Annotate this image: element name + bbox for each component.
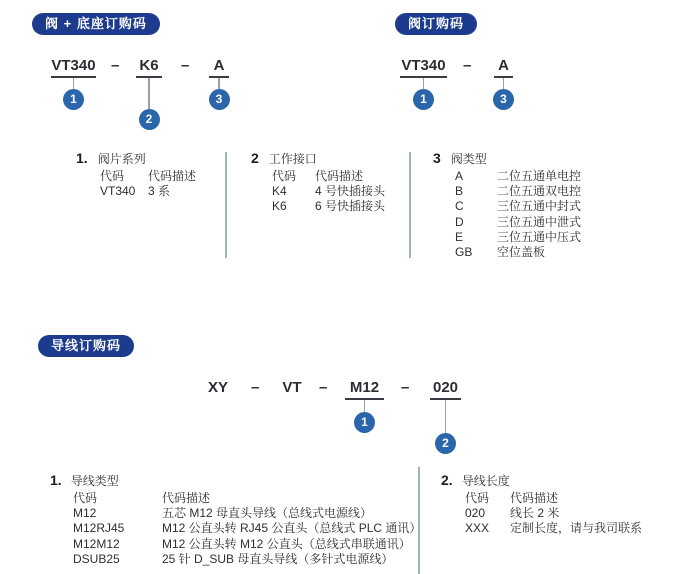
code-separator: –: [319, 379, 328, 396]
code-cell: DSUB25: [73, 551, 120, 566]
code-segment-vt: [281, 379, 303, 396]
desc-cell: M12 公直头转 M12 公直头（总线式串联通讯）: [162, 536, 411, 551]
table-row: [465, 521, 642, 536]
code-cell: E: [455, 229, 464, 244]
code-segment-text: VT: [282, 379, 302, 396]
code-cell: C: [455, 199, 464, 214]
code-cell: M12: [73, 506, 97, 521]
pointer-line: [423, 78, 425, 89]
marker-circle-1: 1: [413, 89, 434, 110]
column-title: 导线类型: [70, 474, 119, 488]
desc-cell: 二位五通单电控: [497, 169, 582, 183]
column-header: [50, 472, 421, 489]
marker-circle-1: 1: [63, 89, 84, 110]
code-segment-series: [400, 57, 447, 110]
valve-base-badge: 阀 + 底座订购码: [32, 13, 160, 35]
desc-cell: 三位五通中封式: [497, 199, 582, 214]
desc-header-cell: 代码描述: [162, 491, 211, 505]
wire-column-length: [441, 472, 642, 537]
code-separator: –: [251, 379, 260, 396]
desc-cell: 三位五通中泄式: [497, 214, 582, 229]
code-cell: 020: [465, 506, 486, 521]
table-row: [455, 184, 581, 199]
code-cell: A: [455, 169, 464, 183]
marker-circle-2: 2: [139, 109, 160, 130]
spec-column-valve-type: [433, 150, 581, 260]
desc-cell: 五芯 M12 母直头导线（总线式电源线）: [162, 506, 373, 521]
table-header-row: [100, 169, 196, 184]
code-separator: –: [111, 57, 120, 74]
code-segment-wire-length: [430, 379, 461, 454]
column-number: 1.: [76, 150, 88, 166]
desc-cell: 二位五通双电控: [497, 184, 582, 199]
table-row: [455, 215, 581, 230]
code-header-cell: 代码: [100, 169, 125, 183]
marker-circle-2: 2: [435, 433, 456, 454]
code-segment-text: K6: [139, 57, 159, 74]
code-cell: K4: [272, 184, 287, 199]
pointer-line: [445, 400, 447, 433]
code-segment-text: 020: [432, 379, 459, 396]
table-row: [100, 184, 196, 199]
column-header: [76, 150, 196, 167]
code-segment-text: A: [213, 57, 225, 74]
table-row: [73, 521, 421, 536]
table-row: [272, 184, 385, 199]
spec-column-valve-series: [76, 150, 196, 199]
desc-cell: 6 号快插接头: [315, 199, 386, 214]
column-number: 2: [251, 150, 259, 166]
code-cell: XXX: [465, 521, 490, 536]
desc-cell: M12 公直头转 RJ45 公直头（总线式 PLC 通讯）: [162, 521, 422, 536]
table-header-row: [73, 491, 421, 506]
table-row: [455, 169, 581, 184]
pointer-line: [148, 78, 150, 109]
table-row: [465, 506, 642, 521]
code-header-cell: 代码: [465, 491, 490, 505]
code-cell: K6: [272, 199, 287, 214]
code-cell: B: [455, 184, 464, 199]
desc-cell: 4 号快插接头: [315, 184, 386, 199]
code-header-cell: 代码: [272, 169, 297, 183]
code-separator: –: [463, 57, 472, 74]
pointer-line: [364, 400, 366, 412]
desc-cell: 空位盖板: [497, 245, 546, 260]
table-row: [73, 552, 421, 567]
marker-circle-1: 1: [354, 412, 375, 433]
pointer-line: [73, 78, 75, 89]
code-separator: –: [181, 57, 190, 74]
code-cell: GB: [455, 245, 473, 260]
table-row: [73, 506, 421, 521]
desc-header-cell: 代码描述: [148, 169, 197, 183]
code-segment-text: M12: [349, 379, 380, 396]
code-segment-text: A: [498, 57, 509, 74]
column-title: 工作接口: [268, 152, 317, 166]
table-row: [73, 537, 421, 552]
column-title: 阀类型: [450, 152, 487, 166]
valve-badge: 阀订购码: [395, 13, 477, 35]
marker-circle-3: 3: [209, 89, 230, 110]
desc-header-cell: 代码描述: [315, 169, 364, 183]
code-segment-text: VT340: [401, 57, 446, 74]
column-divider: [409, 152, 411, 258]
column-header: [251, 150, 385, 167]
column-header: [441, 472, 642, 489]
table-row: [455, 245, 581, 260]
code-segment-text: VT340: [51, 57, 96, 74]
column-divider: [225, 152, 227, 258]
desc-cell: 3 系: [148, 184, 171, 199]
desc-cell: 线长 2 米: [510, 506, 560, 521]
column-number: 3: [433, 150, 441, 166]
code-cell: M12M12: [73, 536, 120, 551]
table-row: [455, 199, 581, 214]
desc-cell: 三位五通中压式: [497, 229, 582, 244]
column-title: 阀片系列: [97, 152, 146, 166]
pointer-line: [503, 78, 505, 89]
table-row: [272, 199, 385, 214]
wire-badge: 导线订购码: [38, 335, 134, 357]
table-header-row: [272, 169, 385, 184]
pointer-line: [218, 78, 220, 89]
code-segment-port: [136, 57, 162, 130]
column-number: 1.: [50, 472, 62, 488]
code-segment-series: [51, 57, 96, 110]
code-cell: D: [455, 214, 464, 229]
column-header: [433, 150, 581, 167]
code-segment-type: [494, 57, 513, 110]
desc-cell: 定制长度，请与我司联系: [510, 521, 643, 536]
desc-header-cell: 代码描述: [510, 491, 559, 505]
code-segment-type: [209, 57, 229, 110]
code-header-cell: 代码: [73, 491, 98, 505]
code-separator: –: [401, 379, 410, 396]
code-segment-xy: [205, 379, 231, 396]
spec-column-work-port: [251, 150, 385, 215]
code-segment-wire-type: [345, 379, 384, 433]
table-header-row: [465, 491, 642, 506]
marker-circle-3: 3: [493, 89, 514, 110]
column-number: 2.: [441, 472, 453, 488]
column-title: 导线长度: [461, 474, 510, 488]
desc-cell: 25 针 D_SUB 母直头导线（多针式电源线）: [162, 551, 394, 566]
code-cell: M12RJ45: [73, 521, 125, 536]
code-cell: VT340: [100, 184, 136, 199]
wire-column-type: [50, 472, 421, 567]
code-segment-text: XY: [207, 379, 228, 396]
table-row: [455, 230, 581, 245]
